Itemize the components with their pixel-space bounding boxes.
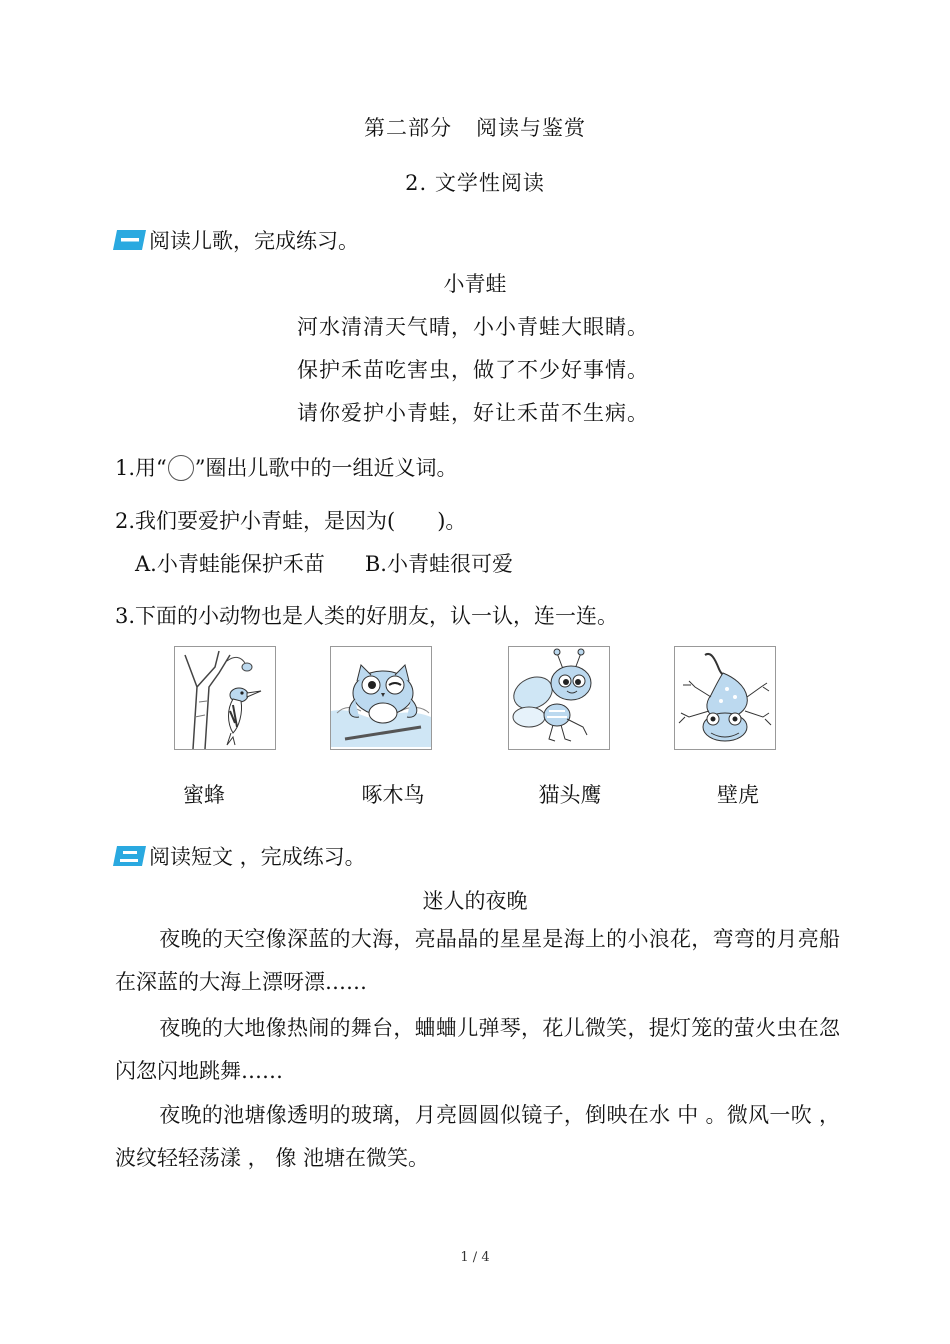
section2-heading — [113, 841, 366, 871]
owl-icon — [330, 646, 432, 750]
animal-label: 壁虎 — [717, 783, 759, 807]
option-b: B.小青蛙很可爱 — [364, 552, 513, 576]
animal-label: 蜜蜂 — [183, 783, 225, 807]
woodpecker-icon — [174, 646, 276, 750]
story-paragraph — [115, 1007, 840, 1093]
question-3: 3.下面的小动物也是人类的好朋友，认一认，连一连。 — [115, 604, 619, 628]
question-2-options — [135, 548, 513, 578]
poem-line: 请你爱护小青蛙，好让禾苗不生病。 — [297, 401, 649, 425]
section1-badge — [113, 228, 147, 252]
section1-instruction: 阅读儿歌，完成练习。 — [149, 229, 359, 253]
story-paragraph — [115, 1094, 840, 1180]
section-title: 2. 文学性阅读 — [405, 171, 545, 195]
bee-icon — [508, 646, 610, 750]
question-1 — [115, 452, 458, 482]
part-label: 第二部分 — [364, 116, 452, 140]
part-title — [0, 112, 950, 142]
page-number: 1 / 4 — [460, 1250, 490, 1265]
story-paragraph-text: 夜晚的池塘像透明的玻璃，月亮圆圆似镜子，倒映在水 中 。微风一吹 ，波纹轻轻荡漾 ， 像 池塘在微笑。 — [115, 1103, 840, 1170]
story-paragraph-text: 夜晚的天空像深蓝的大海，亮晶晶的星星是海上的小浪花，弯弯的月亮船在深蓝的大海上漂呀漂…… — [115, 927, 840, 994]
story-title: 迷人的夜晚 — [422, 889, 528, 913]
part-name: 阅读与鉴赏 — [476, 116, 586, 140]
poem-line: 河水清清天气晴，小小青蛙大眼睛。 — [297, 315, 649, 339]
circle-icon — [168, 455, 194, 481]
section2-instruction: 阅读短文 ，完成练习。 — [149, 845, 366, 869]
question-1-suffix: ”圈出儿歌中的一组近义词。 — [194, 456, 458, 480]
animal-label: 啄木鸟 — [361, 783, 425, 807]
section1-heading — [113, 225, 359, 255]
animal-label: 猫头鹰 — [538, 783, 602, 807]
question-1-prefix: 1.用“ — [115, 456, 167, 480]
story-paragraph — [115, 918, 840, 1004]
section2-badge — [113, 844, 147, 868]
gecko-icon — [674, 646, 776, 750]
question-2: 2.我们要爱护小青蛙，是因为( )。 — [115, 509, 467, 533]
option-a: A.小青蛙能保护禾苗 — [135, 552, 325, 576]
story-paragraph-text: 夜晚的大地像热闹的舞台，蛐蛐儿弹琴，花儿微笑，提灯笼的萤火虫在忽闪忽闪地跳舞…… — [115, 1016, 840, 1083]
poem-title: 小青蛙 — [443, 272, 507, 296]
poem-line: 保护禾苗吃害虫，做了不少好事情。 — [297, 358, 649, 382]
